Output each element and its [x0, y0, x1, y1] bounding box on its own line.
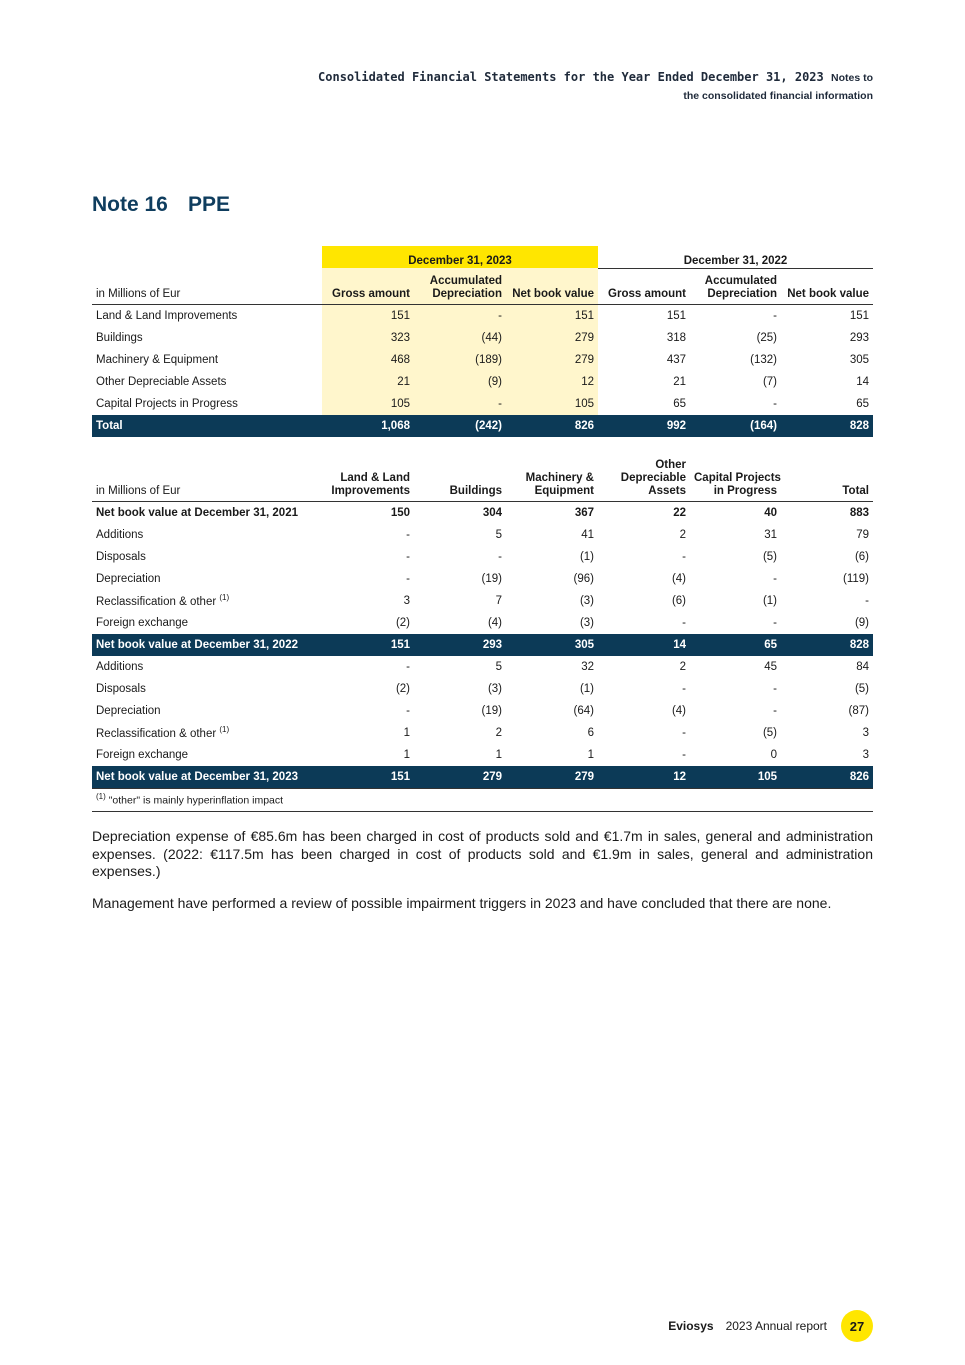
row-label: Foreign exchange — [96, 748, 189, 761]
report-title: 2023 Annual report — [725, 1319, 827, 1333]
cell-value: 2 — [495, 726, 502, 739]
cell-value: 279 — [506, 327, 598, 349]
header-title: Consolidated Financial Statements for the Year Ended December 31, 2023 Notes to — [318, 70, 873, 84]
cell-value: (3) — [579, 594, 594, 607]
cell-value: 3 — [862, 726, 869, 739]
row-label: Total — [92, 415, 322, 437]
cell-value: 79 — [856, 528, 869, 541]
cell-value: (9) — [414, 371, 506, 393]
table-row — [92, 722, 873, 744]
table-row — [92, 327, 873, 349]
cell-value: 40 — [764, 506, 777, 519]
cell-value: 65 — [690, 634, 781, 656]
table-row — [92, 546, 873, 568]
cell-value: - — [682, 726, 686, 739]
cell-value: 1 — [495, 748, 502, 761]
footnote: $^{(1)}$ "other" is mainly hyperinflation impact — [92, 788, 873, 811]
cell-value: - — [773, 397, 778, 410]
cell-value: (1) — [762, 594, 777, 607]
cell-value: 305 — [849, 353, 870, 366]
cell-value: 0 — [770, 748, 777, 761]
column-header: Gross amount — [322, 268, 414, 304]
note-number: Note 16 — [92, 193, 168, 216]
cell-value: 65 — [673, 397, 687, 410]
cell-value: - — [682, 748, 686, 761]
row-label: Buildings — [96, 331, 143, 344]
cell-value: 883 — [849, 506, 869, 519]
period-2023-header: December 31, 2023 — [322, 246, 598, 268]
table-row — [92, 656, 873, 678]
cell-value: - — [406, 572, 410, 585]
table-row — [92, 590, 873, 612]
cell-value: 41 — [581, 528, 594, 541]
table-body — [92, 304, 873, 437]
cell-value: 5 — [495, 528, 502, 541]
cell-value: 323 — [322, 327, 414, 349]
column-header: Accumulated Depreciation — [414, 268, 506, 304]
cell-value: 32 — [581, 660, 594, 673]
cell-value: - — [773, 704, 777, 717]
cell-value: (2) — [395, 682, 410, 695]
cell-value: 14 — [598, 634, 690, 656]
cell-value: (9) — [854, 616, 869, 629]
cell-value: 293 — [414, 634, 506, 656]
page-footer — [668, 1310, 873, 1342]
row-label: Disposals — [96, 550, 146, 563]
cell-value: 12 — [506, 371, 598, 393]
table-row — [92, 524, 873, 546]
row-label: Reclassification & other $^{(1)}$ — [96, 725, 230, 740]
table-row — [92, 501, 873, 524]
cell-value: 6 — [587, 726, 594, 739]
cell-value: - — [682, 550, 686, 563]
cell-value: - — [406, 704, 410, 717]
column-header: Land & Land Improvements — [322, 455, 414, 501]
cell-value: 151 — [322, 304, 414, 327]
cell-value: (132) — [750, 353, 778, 366]
cell-value: (119) — [843, 572, 869, 585]
column-header: Total — [781, 455, 873, 501]
cell-value: (19) — [481, 704, 502, 717]
cell-value: (2) — [395, 616, 410, 629]
table-row — [92, 634, 873, 656]
cell-value: (6) — [671, 594, 686, 607]
cell-value: 826 — [781, 766, 873, 789]
cell-value: - — [498, 550, 502, 563]
cell-value: (1) — [579, 550, 594, 563]
cell-value: 151 — [849, 309, 870, 322]
table-row — [92, 744, 873, 766]
cell-value: 367 — [574, 506, 594, 519]
cell-value: 828 — [781, 415, 873, 437]
cell-value: 151 — [506, 304, 598, 327]
cell-value: (3) — [487, 682, 502, 695]
cell-value: - — [773, 616, 777, 629]
impairment-paragraph: Management have performed a review of possible impairment triggers in 2023 and have concluded that there are none. — [92, 895, 832, 911]
cell-value: 5 — [495, 660, 502, 673]
row-label: Net book value at December 31, 2023 — [92, 766, 322, 789]
cell-value: 279 — [414, 766, 506, 789]
cell-value: (64) — [573, 704, 594, 717]
row-label: Foreign exchange — [96, 616, 189, 629]
cell-value: 150 — [390, 506, 410, 519]
row-label: Additions — [96, 660, 144, 673]
cell-value: 1 — [403, 726, 410, 739]
cell-value: 468 — [322, 349, 414, 371]
table-row — [92, 304, 873, 327]
unit-label: in Millions of Eur — [92, 268, 322, 304]
cell-value: - — [406, 550, 410, 563]
note-heading — [92, 193, 230, 217]
column-header: Net book value — [781, 268, 873, 304]
cell-value: (4) — [671, 704, 686, 717]
cell-value: 7 — [495, 594, 502, 607]
cell-value: (5) — [762, 550, 777, 563]
table-row — [92, 700, 873, 722]
table-row — [92, 568, 873, 590]
cell-value: 45 — [764, 660, 777, 673]
column-header: Capital Projects in Progress — [690, 455, 781, 501]
row-label: Other Depreciable Assets — [96, 375, 227, 388]
cell-value: 279 — [506, 766, 598, 789]
cell-value: 31 — [764, 528, 777, 541]
cell-value: 105 — [690, 766, 781, 789]
total-row — [92, 415, 873, 437]
cell-value: - — [865, 594, 869, 607]
cell-value: (96) — [573, 572, 594, 585]
cell-value: 1 — [587, 748, 594, 761]
cell-value: (3) — [579, 616, 594, 629]
header-subtitle: the consolidated financial information — [683, 90, 873, 102]
row-label: Depreciation — [96, 704, 161, 717]
cell-value: 828 — [781, 634, 873, 656]
column-header: Net book value — [506, 268, 598, 304]
cell-value: 279 — [506, 349, 598, 371]
cell-value: 21 — [322, 371, 414, 393]
cell-value: 1,068 — [322, 415, 414, 437]
table-body — [92, 501, 873, 788]
cell-value: 293 — [849, 331, 870, 344]
cell-value: 12 — [598, 766, 690, 789]
cell-value: (5) — [854, 682, 869, 695]
page-header — [318, 70, 873, 102]
cell-value: 14 — [856, 375, 870, 388]
cell-value: - — [406, 528, 410, 541]
cell-value: 84 — [856, 660, 869, 673]
table-row — [92, 349, 873, 371]
note-title: PPE — [188, 193, 231, 216]
column-header: Other Depreciable Assets — [598, 455, 690, 501]
cell-value: 3 — [403, 594, 410, 607]
row-label: Net book value at December 31, 2021 — [96, 506, 298, 519]
cell-value: (19) — [481, 572, 502, 585]
table-row — [92, 612, 873, 634]
cell-value: 2 — [679, 528, 686, 541]
column-header: Accumulated Depreciation — [690, 268, 781, 304]
cell-value: (189) — [414, 349, 506, 371]
cell-value: 21 — [673, 375, 687, 388]
column-header: Gross amount — [598, 268, 690, 304]
cell-value: - — [414, 304, 506, 327]
row-label: Additions — [96, 528, 144, 541]
row-label: Net book value at December 31, 2022 — [92, 634, 322, 656]
cell-value: - — [406, 660, 410, 673]
table-row — [92, 766, 873, 789]
cell-value: 826 — [506, 415, 598, 437]
cell-value: (87) — [848, 704, 869, 717]
ppe-movement-table — [92, 455, 873, 812]
cell-value: 318 — [666, 331, 687, 344]
cell-value: 305 — [506, 634, 598, 656]
row-label: Disposals — [96, 682, 146, 695]
cell-value: 22 — [673, 506, 686, 519]
cell-value: - — [682, 616, 686, 629]
cell-value: - — [773, 572, 777, 585]
unit-label: in Millions of Eur — [92, 455, 322, 501]
column-header: Machinery & Equipment — [506, 455, 598, 501]
cell-value: 105 — [506, 393, 598, 415]
period-2022-header: December 31, 2022 — [598, 246, 873, 268]
cell-value: - — [773, 309, 778, 322]
cell-value: (25) — [756, 331, 778, 344]
cell-value: 304 — [482, 506, 502, 519]
cell-value: 1 — [403, 748, 410, 761]
cell-value: (242) — [414, 415, 506, 437]
row-label: Machinery & Equipment — [96, 353, 219, 366]
cell-value: (5) — [762, 726, 777, 739]
cell-value: (4) — [487, 616, 502, 629]
table-row — [92, 678, 873, 700]
brand-name: Eviosys — [668, 1319, 714, 1333]
cell-value: (44) — [414, 327, 506, 349]
page-number: 27 — [841, 1310, 873, 1342]
cell-value: (7) — [762, 375, 778, 388]
row-label: Reclassification & other $^{(1)}$ — [96, 593, 230, 608]
cell-value: (164) — [690, 415, 781, 437]
cell-value: 151 — [322, 634, 414, 656]
cell-value: 2 — [679, 660, 686, 673]
cell-value: (6) — [854, 550, 869, 563]
cell-value: 151 — [322, 766, 414, 789]
cell-value: - — [414, 393, 506, 415]
cell-value: 437 — [666, 353, 687, 366]
table-row — [92, 393, 873, 415]
cell-value: 992 — [598, 415, 690, 437]
cell-value: (4) — [671, 572, 686, 585]
table-row — [92, 371, 873, 393]
cell-value: 151 — [666, 309, 687, 322]
cell-value: (1) — [579, 682, 594, 695]
row-label: Depreciation — [96, 572, 161, 585]
cell-value: 3 — [862, 748, 869, 761]
row-label: Capital Projects in Progress — [96, 397, 238, 410]
depreciation-paragraph: Depreciation expense of €85.6m has been charged in cost of products sold and €1.7m in sales, general and administration expenses. (2022: €117.5m has been charged in cost of products sold and €1.9m in sales, general and administration expenses.) — [92, 828, 873, 879]
column-header: Buildings — [414, 455, 506, 501]
ppe-summary-table — [92, 246, 873, 437]
cell-value: 105 — [322, 393, 414, 415]
cell-value: - — [773, 682, 777, 695]
cell-value: - — [682, 682, 686, 695]
cell-value: 65 — [856, 397, 870, 410]
row-label: Land & Land Improvements — [96, 309, 238, 322]
